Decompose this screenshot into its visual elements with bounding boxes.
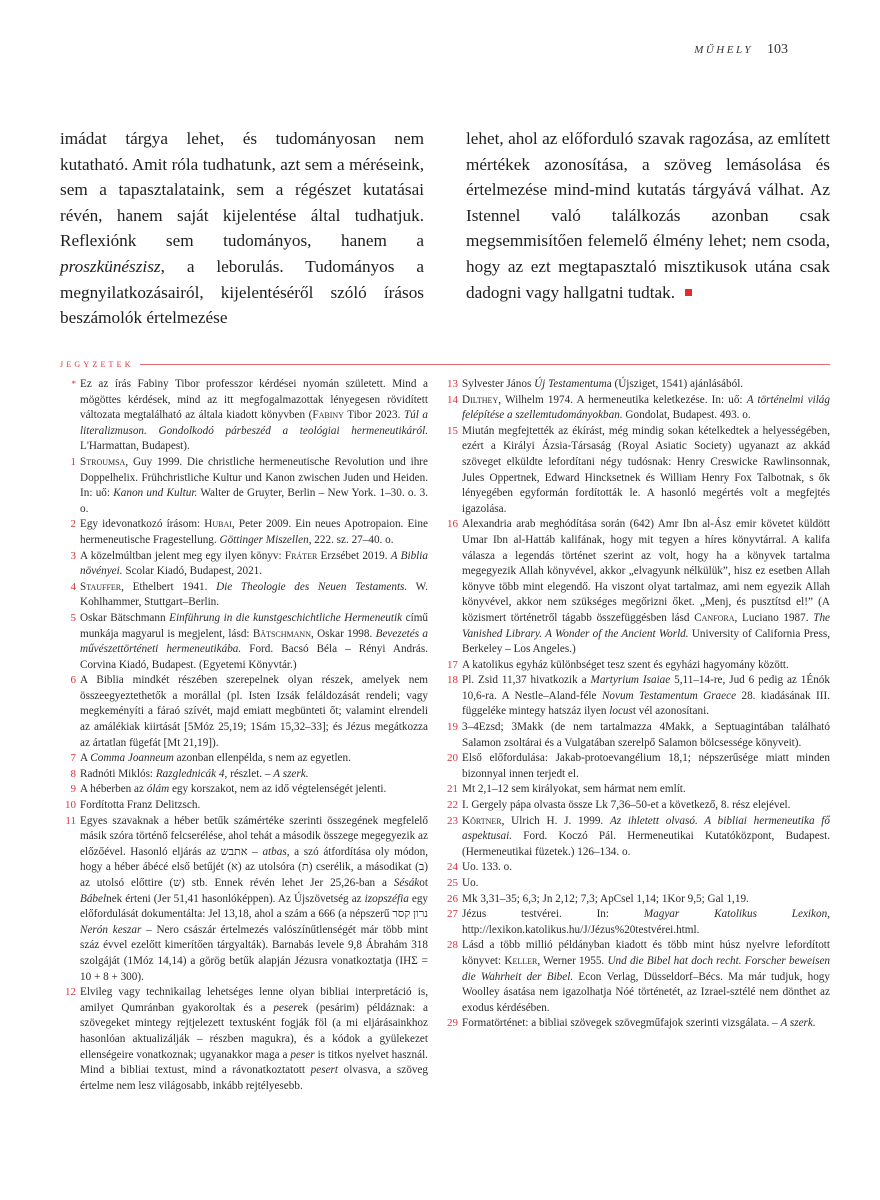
footnotes-column-right: [444, 377, 830, 1094]
footnote-number: 15: [447, 424, 458, 437]
footnote-item: [444, 782, 830, 798]
footnote-number: 16: [447, 518, 458, 531]
footnote-italic: peser: [290, 1048, 315, 1061]
footnote-text-segment: ot: [419, 877, 428, 889]
footnote-item: [444, 907, 830, 938]
footnote-text: [80, 782, 428, 798]
footnote-italic: Göttinger Miszellen: [219, 533, 309, 546]
footnote-number: 5: [70, 611, 76, 624]
footnote-text-segment: Gondolat, Budapest. 493. o.: [622, 409, 751, 422]
footnote-text: [80, 549, 428, 580]
footnote-number: 17: [447, 658, 458, 671]
footnote-text-segment: Erzsébet 2019.: [317, 549, 391, 562]
footnote-text-segment: a (Újsziget, 1541) ajánlásából.: [606, 378, 744, 390]
footnote-italic: Magyar Katolikus Lexikon: [643, 908, 828, 921]
body-paragraph-left: [60, 126, 424, 331]
footnote-item: [444, 424, 830, 518]
footnote-text-segment: Egyes szavaknak a héber betűk számértéke szerinti összegének megfelelő másik szóra történő felcserélése, ahol tehát a második összege megegyezik az előzőével. Hasonló eljárás az אתבש –: [80, 814, 428, 858]
footnote-text: [80, 814, 428, 986]
footnote-text-segment: University of California Press, Berkeley – Los Angeles.): [462, 627, 830, 656]
footnote-italic: Nerón keszar: [80, 923, 142, 936]
footnote-text-segment: I. Gergely pápa olvasta össze Lk 7,36–50-et a következő, 8. rész elejével.: [462, 799, 791, 812]
footnote-text: [80, 985, 428, 1094]
body-paragraph-right: [466, 126, 830, 305]
footnote-italic: atbas: [262, 845, 287, 858]
footnote-number: 12: [65, 986, 76, 999]
footnote-author-name: Bätschmann: [252, 627, 311, 640]
footnote-number: 29: [447, 1017, 458, 1030]
footnote-item: [444, 517, 830, 657]
footnote-number: 9: [70, 783, 76, 796]
footnote-item: [60, 673, 428, 751]
footnote-item: [60, 377, 428, 455]
footnote-text: [462, 377, 830, 393]
footnote-text-segment: W. Kohlhammer, Stuttgart–Berlin.: [80, 580, 428, 609]
footnote-item: [60, 798, 428, 814]
footnote-text-segment: , Ethelbert 1941.: [121, 580, 217, 593]
footnote-italic: Martyrium Isaiae: [590, 674, 671, 687]
footnote-text-segment: A katolikus egyház különbséget tesz szent és egyházi hagyomány között.: [462, 658, 789, 671]
footnote-text-segment: Uo. 133. o.: [462, 861, 513, 874]
footnote-number: 14: [447, 393, 458, 406]
footnote-text: [462, 938, 830, 1016]
footnote-italic: Comma Joanneum: [90, 752, 174, 765]
footnote-italic: izopszéfia: [364, 892, 409, 905]
footnote-number: 20: [447, 752, 458, 765]
footnote-item: [444, 876, 830, 892]
footnote-text-segment: , Luciano 1987.: [734, 611, 814, 624]
footnote-text-segment: nek érteni (Jer 51,41 hasonlóképpen). Az Újszövetség az: [106, 892, 365, 905]
footnote-number: 21: [447, 783, 458, 796]
footnote-item: [60, 580, 428, 611]
footnote-text: [80, 767, 428, 783]
footnote-italic: Bábel: [80, 892, 107, 905]
footnote-number: 4: [70, 580, 76, 593]
footnote-text: [80, 611, 428, 673]
footnote-text: [462, 424, 830, 518]
footnote-author-name: Keller: [504, 954, 538, 967]
footnote-italic: Bevezetés a művészettörténeti hermeneutikába.: [80, 627, 428, 656]
footnote-number: 18: [447, 674, 458, 687]
footnote-number: 11: [65, 814, 76, 827]
body-text-segment: , a leborulás. Tudományos a megnyilatkozásairól, kijelentéséről szóló írásos beszámolók értelmezése: [60, 256, 424, 328]
footnote-italic: ólám: [146, 783, 170, 796]
footnote-item: [444, 938, 830, 1016]
footnote-item: [60, 782, 428, 798]
footnote-number: 2: [70, 518, 76, 531]
footnote-text-segment: Ford. Koczó Pál. Hermeneutikai Kutatóközpont, Budapest. (Hermeneutikai füzetek.) 126–134. o.: [462, 830, 830, 858]
footnote-number: 1: [70, 455, 76, 468]
footnote-number: 22: [447, 799, 458, 812]
footnote-text-segment: olvasva, a szöveg értelme nem lesz világosabb, inkább rejtélyesebb.: [80, 1064, 428, 1092]
footnote-author-name: Stroumsa: [80, 455, 126, 468]
footnote-text-segment: , részlet. –: [224, 767, 274, 780]
section-name: MŰHELY: [694, 44, 753, 56]
footnote-number: 7: [70, 752, 76, 765]
footnote-text: [80, 517, 428, 548]
footnote-number: 26: [447, 892, 458, 905]
footnote-text-segment: egy előfordulását dokumentálta: Jel 13,18, ahol a szám a 666 (a népszerű נרון קסר: [80, 892, 429, 921]
page-number: 103: [767, 42, 788, 57]
footnote-text-segment: Tibor 2023.: [343, 409, 404, 422]
footnote-item: [60, 767, 428, 783]
footnote-text-segment: A közelmúltban jelent meg egy ilyen könyv:: [80, 549, 285, 562]
footnote-text: [462, 658, 830, 674]
footnote-author-name: Hubai: [204, 518, 232, 531]
footnote-text-segment: című munkája magyarul is megjelent, lásd:: [80, 611, 428, 640]
footnote-author-name: Fráter: [284, 549, 318, 562]
footnote-number: 27: [447, 908, 458, 921]
body-italic-term: proszkünészisz: [60, 256, 161, 276]
footnote-text: [462, 517, 830, 657]
footnote-number: 24: [447, 861, 458, 874]
footnote-number: 8: [70, 767, 76, 780]
footnote-text: [462, 860, 830, 876]
footnote-number: 10: [65, 799, 76, 812]
footnote-number: 3: [70, 549, 76, 562]
body-text-segment: imádat tárgya lehet, és tudományosan nem kutatható. Amit róla tudhatunk, azt sem a méréseink, sem a tapasztalataink, sem a régészet kutatásai révén, hanem saját kijelentése által tudhatjuk. Reflexiónk sem tudományos, hanem a: [60, 129, 424, 251]
footnote-item: [444, 393, 830, 424]
footnote-italic: A szerk.: [780, 1017, 816, 1030]
footnote-italic: pesert: [310, 1064, 339, 1077]
footnote-italic: Az ihletett olvasó. A bibliai hermeneutika fő aspektusai.: [462, 814, 830, 843]
footnote-text: [462, 814, 830, 861]
footnote-italic: Novum Testamentum Graece: [601, 689, 737, 702]
footnotes-column-left: [60, 377, 428, 1094]
body-text-segment: lehet, ahol az előforduló szavak ragozása, az említett mértékek azonosítása, a szöveg lemásolása és értelmezése mind-mind kutatás tárgyává válhat. Az Istennel való találkozás azonban csak megsemmisítően felemelő élmény lehet; nem csoda, hogy az ezt megtapasztaló misztikusok utána csak dadogni vagy hallgatni tudtak.: [466, 129, 830, 302]
footnote-number: 28: [447, 939, 458, 952]
notes-title: JEGYZETEK: [60, 360, 134, 369]
body-column-left: [60, 126, 424, 331]
footnote-text: [80, 580, 428, 611]
footnote-italic: Kanon und Kultur.: [113, 487, 198, 500]
footnote-text: [80, 751, 428, 767]
footnote-text-segment: Miután megfejtették az ékírást, még mindig sokan kételkedtek a helyességében, ezért a Királyi Ázsia-Társaság (Royal Asiatic Society) ugyanazt az akkád szöveget elküldte lefordítani négy tudósnak: Henry Creswicke Rawlinsonnak, Jules Oppertnek, Edward Hincksetnek és William Henry Fox Talbotnak, s ők lényegében egyformán fordították le. A hasonló megértés volt a megfejtés igazolása.: [462, 424, 830, 515]
footnote-item: [60, 549, 428, 580]
footnote-author-name: Fabiny: [312, 409, 344, 422]
footnote-text-segment: Egy idevonatkozó írásom:: [80, 518, 205, 531]
footnote-text-segment: 28. kiadásának III. függeléke mintegy hatszáz ilyen: [462, 689, 830, 718]
footnote-text-segment: , Ulrich H. J. 1999.: [501, 814, 610, 827]
footnote-text-segment: Uo.: [462, 877, 479, 889]
footnote-number: 6: [70, 674, 76, 687]
footnote-text-segment: Walter de Gruyter, Berlin – New York. 1–30. o. 3. o.: [80, 487, 428, 515]
footnote-item: [444, 751, 830, 782]
footnote-text-segment: L'Harmattan, Budapest).: [80, 440, 190, 453]
footnote-italic: Sésák: [393, 877, 420, 889]
footnote-text-segment: – Nero császár értelmezés valószínűtlenségét már több mint száz évvel ezelőtt kimerítően tárgyalták). Barnabás levele 9,8 Ábrahám 318 szolgáját (1Móz 14,14) a görög betűk alapján Jézusra vonatkoztatja (IHΣ = 10 + 8 + 300).: [80, 923, 428, 983]
footnote-item: [60, 611, 428, 673]
footnote-text-segment: Fordította Franz Delitzsch.: [80, 799, 201, 812]
footnote-text-segment: , Oskar 1998.: [310, 627, 376, 640]
footnote-text-segment: Oskar Bätschmann: [80, 611, 170, 624]
footnote-item: [444, 673, 830, 720]
footnote-text-segment: Első előfordulása: Jakab-protoevangélium 18,1; népszerűsége miatt minden bizonnyal innen terjedt el.: [462, 752, 830, 780]
footnote-author-name: Stauffer: [80, 580, 122, 593]
notes-header: [60, 360, 830, 369]
footnote-item: [444, 814, 830, 861]
footnote-text: [462, 673, 830, 720]
footnote-text-segment: , 222. sz. 27–40. o.: [308, 533, 394, 546]
footnote-text-segment: Mt 2,1–12 sem királyokat, sem hármat nem említ.: [462, 783, 686, 796]
footnote-italic: The Vanished Library. A Wonder of the Ancient World.: [462, 611, 830, 640]
footnote-text: [462, 892, 830, 908]
footnote-text-segment: Ford. Bacsó Béla – Rényi András. Corvina Kiadó, Budapest. (Egyetemi Könyvtár.): [80, 643, 428, 671]
footnote-italic: locus: [609, 705, 633, 718]
footnotes: [60, 377, 830, 1094]
footnote-item: [60, 814, 428, 986]
footnote-item: [444, 377, 830, 393]
footnote-item: [444, 892, 830, 908]
footnote-italic: A Biblia növényei.: [80, 549, 428, 578]
footnote-number: 25: [447, 877, 458, 889]
footnote-text-segment: Alexandria arab meghódítása során (642) Amr Ibn al-Ász emir követet küldött Umar Ibn al-Hattáb kalifának, hogy mit tegyen a híres könyvtárral. A kalifa válasza a legendás történet szerint az volt, hogy ha a könyvek tartalma megegyezik Allah könyvével, akkor „elvagyunk nélkülük”, hisz ez esetben Allah könyve több mint elegendő. Ha viszont olyat tartalmaz, ami nem egyezik Allah könyvével, akkor nem szükséges megőrizni őket. „Menj, és pusztítsd el!” (A közismert történetről tágabb összefüggésben lásd: [462, 518, 830, 624]
footnote-text: [80, 455, 428, 517]
footnote-text-segment: Sylvester János: [462, 378, 535, 390]
footnote-author-name: Dilthey: [462, 393, 499, 406]
footnote-item: [60, 455, 428, 517]
footnote-text: [462, 782, 830, 798]
footnote-text: [462, 1016, 830, 1032]
footnote-text-segment: Formatörténet: a bibliai szövegek szövegműfajok szerinti vizsgálata. –: [462, 1017, 781, 1030]
footnote-text-segment: , Wilhelm 1974. A hermeneutika keletkezése. In: uő:: [498, 393, 747, 406]
footnote-text-segment: Ez az írás Fabiny Tibor professzor kérdései nyomán született. Mind a mögöttes kérdések, mind az itt megfogalmazottak lényegesen rövidített változata megtalálható az általa kiadott könyvben (: [80, 378, 428, 422]
footnote-item: [444, 798, 830, 814]
footnote-text-segment: t vél azonosítani.: [632, 705, 709, 718]
footnote-text: [462, 751, 830, 782]
footnote-item: [444, 658, 830, 674]
footnote-italic: peser: [273, 1001, 298, 1014]
footnote-text-segment: A: [80, 752, 91, 765]
footnote-text: [80, 377, 428, 455]
footnote-item: [60, 517, 428, 548]
footnote-number: 13: [447, 378, 458, 390]
footnote-text-segment: Radnóti Miklós:: [80, 767, 156, 780]
footnote-italic: Razglednicák 4: [155, 767, 225, 780]
footnote-italic: A történelmi világ felépítése a szellemtudományokban.: [462, 393, 830, 422]
footnote-text-segment: Jézus testvérei. In:: [462, 908, 644, 921]
footnote-text: [462, 876, 830, 892]
footnote-text-segment: , Guy 1999. Die christliche hermeneutische Revolution und ihre Doppelhelix. Frühchristliche Kultur und Kanon zwischen Juden und Heiden. In: uő:: [80, 455, 428, 500]
footnote-number: 19: [447, 721, 458, 734]
footnote-text-segment: , Werner 1955.: [537, 954, 608, 967]
footnote-number: *: [71, 379, 76, 389]
footnote-italic: Und die Bibel hat doch recht. Forscher beweisen die Wahrheit der Bibel.: [462, 954, 831, 983]
footnote-text-segment: azonban ellenpélda, s nem az egyetlen.: [173, 752, 351, 765]
footnote-text-segment: Scolar Kiadó, Budapest, 2021.: [122, 565, 263, 578]
end-of-article-mark-icon: [685, 289, 692, 296]
article-body: [60, 126, 830, 331]
footnote-text-segment: Econ Verlag, Düsseldorf–Bécs. Ma már tudjuk, hogy Woolley ásatása nem igazolhatja Nóé történetét, az Izrael-sztélé nem dönthet az exodus kérdésében.: [462, 970, 830, 1014]
footnote-text-segment: , a szó átfordítása oly módon, hogy a héber ábécé első betűjét (א) az utolsóra (ת) cserélik, a másodikat (ב) az utolsó előttire (ש) stb. Ennek révén lehet Jer 25,26-ban a: [80, 845, 428, 889]
body-column-right: [466, 126, 830, 331]
footnote-number: 23: [447, 814, 458, 827]
footnote-text-segment: A héberben az: [80, 783, 147, 796]
footnote-item: [60, 751, 428, 767]
footnote-text: [462, 798, 830, 814]
footnote-text-segment: Pl. Zsid 11,37 hivatkozik a: [462, 674, 591, 687]
footnote-text-segment: ek (pesárim) példáznak: a szövegeket mintegy rejtjelezett textusként fogják föl (a mi eljárásainkhoz hasonlóan aktualizálják – részben magukra), és a kódok a gyülekezet ellenségeire vonatkoznak; ugyanakkor maga a: [80, 1001, 428, 1061]
footnote-italic: A szerk.: [273, 767, 309, 780]
footnote-text-segment: A Biblia mindkét részében szerepelnek olyan részek, amelyek nem összeegyeztethetők a morállal (pl. Isten Izsák feláldozását rendeli; vagy megkeményíti a fáraó szívét, majd emiatt megbünteti őt; valamint elrendeli az amálékiak kiirtását [5Móz 25,19; 1Sám 15,32–33]; és Jézus megátkozza az ártatlan fügefát [Mt 21,19]).: [80, 674, 428, 749]
footnote-text-segment: 3–4Ezsd; 3Makk (de nem tartalmazza 4Makk, a Septuagintában található Salamon zsoltárai és a Vulgatában szerelpő Salamon bölcsessége könyveit).: [462, 721, 830, 749]
footnote-text: [462, 907, 830, 938]
footnote-text: [462, 720, 830, 751]
footnote-text-segment: is titkos nyelvet használ. Mind a bibliai textust, mind a rávonatkoztatott: [80, 1048, 428, 1077]
footnote-item: [444, 1016, 830, 1032]
footnote-item: [444, 720, 830, 751]
footnote-text: [80, 673, 428, 751]
footnote-item: [444, 860, 830, 876]
notes-divider-rule: [140, 364, 830, 365]
footnote-author-name: Körtner: [462, 814, 502, 827]
footnote-text-segment: , http://lexikon.katolikus.hu/J/Jézus%20testvérei.html.: [462, 908, 830, 936]
footnote-text: [462, 393, 830, 424]
footnote-italic: Túl a literalizmuson. Gondolkodó párbeszéd a teológiai hermeneutikáról.: [80, 409, 428, 437]
footnote-text-segment: Lásd a több millió példányban kiadott és több mint húsz nyelvre lefordított könyvet:: [462, 939, 830, 967]
footnote-italic: Einführung in die kunstgeschichtliche Hermeneutik: [169, 611, 403, 624]
footnote-text-segment: Mk 3,31–35; 6,3; Jn 2,12; 7,3; ApCsel 1,14; 1Kor 9,5; Gal 1,19.: [462, 892, 749, 905]
footnote-item: [60, 985, 428, 1094]
footnote-text-segment: , Peter 2009. Ein neues Apotropaion. Eine hermeneutische Fragestellung.: [80, 518, 428, 546]
footnote-text: [80, 798, 428, 814]
footnote-italic: Új Testamentum: [534, 378, 607, 390]
footnote-author-name: Canfora: [694, 611, 735, 624]
running-head: [694, 42, 788, 58]
footnote-italic: Die Theologie des Neuen Testaments.: [216, 580, 408, 593]
footnote-text-segment: Elvileg vagy technikailag lehetséges lenne olyan bibliai interpretáció is, amilyet Qumránban gyakoroltak és a: [80, 986, 428, 1014]
footnote-text-segment: egy korszakot, nem az idő végtelenségét jelenti.: [169, 783, 387, 796]
footnote-text-segment: 5,11–14-re, Jud 6 pedig az 1Énók 10,6-ra. A Nestle–Aland-féle: [462, 674, 830, 702]
